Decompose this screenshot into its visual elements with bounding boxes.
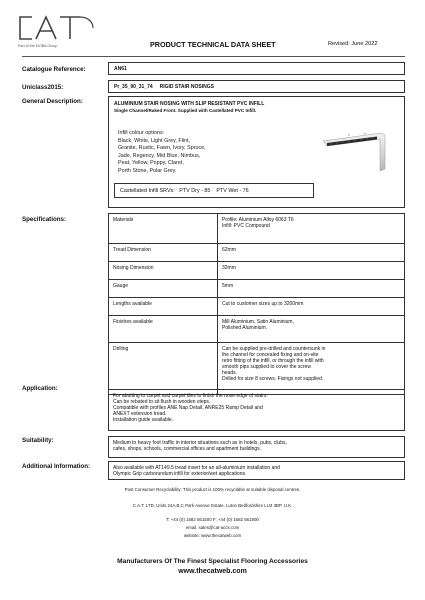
spec-value xyxy=(218,316,405,343)
spec-value-line: retro fitting of the infill, or through the infill with xyxy=(222,358,324,364)
application-line: ANEXT extension tread. xyxy=(113,411,167,417)
spec-value: 32mm xyxy=(218,262,405,280)
website-url[interactable]: www.thecatweb.com xyxy=(178,568,247,575)
spec-value-line: Drilled for size 8 screws. Fixings not supplied. xyxy=(222,376,324,382)
stair-nosing-profile-icon xyxy=(319,129,397,177)
specifications-label: Specifications: xyxy=(22,216,67,223)
infill-colours xyxy=(118,130,206,176)
spec-value-line: Can be supplied pre-drilled and countersunk in xyxy=(222,346,326,352)
colours-line: Black, White, Light Grey, Flint, xyxy=(118,137,191,144)
spec-name: Nosing Dimension xyxy=(109,262,218,280)
table-row xyxy=(109,298,405,316)
suitability-label: Suitability: xyxy=(22,437,54,444)
table-row xyxy=(109,316,405,343)
company-address: C.A.T. LTD. Units 24A,B,C Park Avenue Estate, Luton Bedfordshire LU3 3BP. U.K. xyxy=(132,503,293,508)
srv-values: Castellated Infill SRVs: PTV Dry - 85 PTV Wet - 76 xyxy=(114,183,314,198)
company-logo xyxy=(18,14,96,50)
colours-line: Granite, Rustic, Fawn, Ivory, Spruce, xyxy=(118,145,206,152)
additional-line: Olympic Grip carborundum infill for exterior/wet applications. xyxy=(113,471,247,477)
suitability-line: cafes, shops, schools, commercial offices and apartment buildings. xyxy=(113,446,262,452)
page-header xyxy=(0,0,425,60)
spec-value: Cut to customer sizes up to 3200mm xyxy=(218,298,405,316)
additional-box xyxy=(108,461,405,480)
spec-value-line: the channel for concealed fixing and on-site xyxy=(222,352,319,358)
application-label: Application: xyxy=(22,385,58,392)
specifications-table xyxy=(108,213,405,395)
application-line: For abutting to carpet and carpet tiles to finish the nose edge of stairs. xyxy=(113,393,268,399)
product-subtitle: Single Channel/Raked Front. Supplied with Castellated PVC Infill. xyxy=(114,108,257,113)
spec-name: Lengths available xyxy=(109,298,218,316)
company-email[interactable]: email: sales@cat-accs.com xyxy=(185,525,240,530)
spec-value-line: smooth pips supplied to cover the screw xyxy=(222,364,311,370)
group-text: Part of the KIOBA Group xyxy=(18,44,58,48)
table-row xyxy=(109,280,405,298)
spec-value-line: Mill Aluminium, Satin Aluminium, xyxy=(222,319,294,325)
catalogue-value: AN61 xyxy=(108,62,405,75)
uniclass-value: Pr_35_90_31_74 RIGID STAIR NOSINGS xyxy=(108,80,405,93)
document-title: PRODUCT TECHNICAL DATA SHEET xyxy=(150,40,276,49)
colours-line: Porth Stone, Polar Grey. xyxy=(118,167,177,174)
table-row xyxy=(109,214,405,244)
additional-line: Also available with AT149.5 tread insert for an all-aluminium installation and xyxy=(113,465,280,471)
colours-line: Jade, Regency, Mid Blue, Nimbus, xyxy=(118,152,201,159)
company-website[interactable]: website: www.thecatweb.com xyxy=(183,533,242,538)
revision-date: Revised: June 2022 xyxy=(328,41,378,47)
colours-heading: Infill colour options: xyxy=(118,130,165,136)
table-row xyxy=(109,244,405,262)
suitability-box xyxy=(108,436,405,458)
application-line: Can be rebated to sit flush in wooden steps. xyxy=(113,399,211,405)
spec-name: Materials xyxy=(109,214,218,244)
general-label: General Description: xyxy=(22,98,83,105)
product-image xyxy=(319,129,397,177)
spec-value-line: Profile: Aluminium Alloy 6063 T6 xyxy=(222,217,294,223)
spec-value-line: Infill: PVC Compound xyxy=(222,223,270,229)
product-name: ALUMINIUM STAIR NOSING WITH SLIP RESISTANT PVC INFILL xyxy=(114,101,265,107)
tagline: Manufacturers Of The Finest Specialist Flooring Accessories xyxy=(117,558,308,565)
table-row xyxy=(109,262,405,280)
table-row xyxy=(109,343,405,395)
colours-line: Peat, Yellow, Poppy, Claret, xyxy=(118,160,184,167)
general-description-box xyxy=(108,96,405,208)
application-line: Installation guide available. xyxy=(113,417,174,423)
application-box xyxy=(108,389,405,431)
spec-value: 62mm xyxy=(218,244,405,262)
header-divider xyxy=(22,56,405,57)
company-phone: T: +44 (0) 1582 561500 F: +44 (0) 1582 561900 xyxy=(166,517,259,522)
spec-name: Drilling xyxy=(109,343,218,395)
recyclability-note: Post Consumer Recyclability: This product is 100% recyclable at suitable disposal centres. xyxy=(124,487,301,492)
spec-value xyxy=(218,343,405,395)
application-line: Compatible with profiles ANE Nap Detail, ANRE25 Ramp Detail and xyxy=(113,405,263,411)
catalogue-label: Catalogue Reference: xyxy=(22,66,86,73)
suitability-line: Medium to heavy foot traffic in interior situations such as in hotels, pubs, clubs, xyxy=(113,440,287,446)
uniclass-label: Uniclass2015: xyxy=(22,84,64,91)
spec-name: Gauge xyxy=(109,280,218,298)
spec-value-line: Polished Aluminium. xyxy=(222,325,268,331)
cat-logo-icon xyxy=(18,14,96,42)
spec-value xyxy=(218,214,405,244)
spec-name: Tread Dimension xyxy=(109,244,218,262)
additional-label: Additional Information: xyxy=(22,463,91,470)
spec-value-line: heads. xyxy=(222,370,238,376)
spec-name: Finishes available xyxy=(109,316,218,343)
spec-value: 5mm xyxy=(218,280,405,298)
